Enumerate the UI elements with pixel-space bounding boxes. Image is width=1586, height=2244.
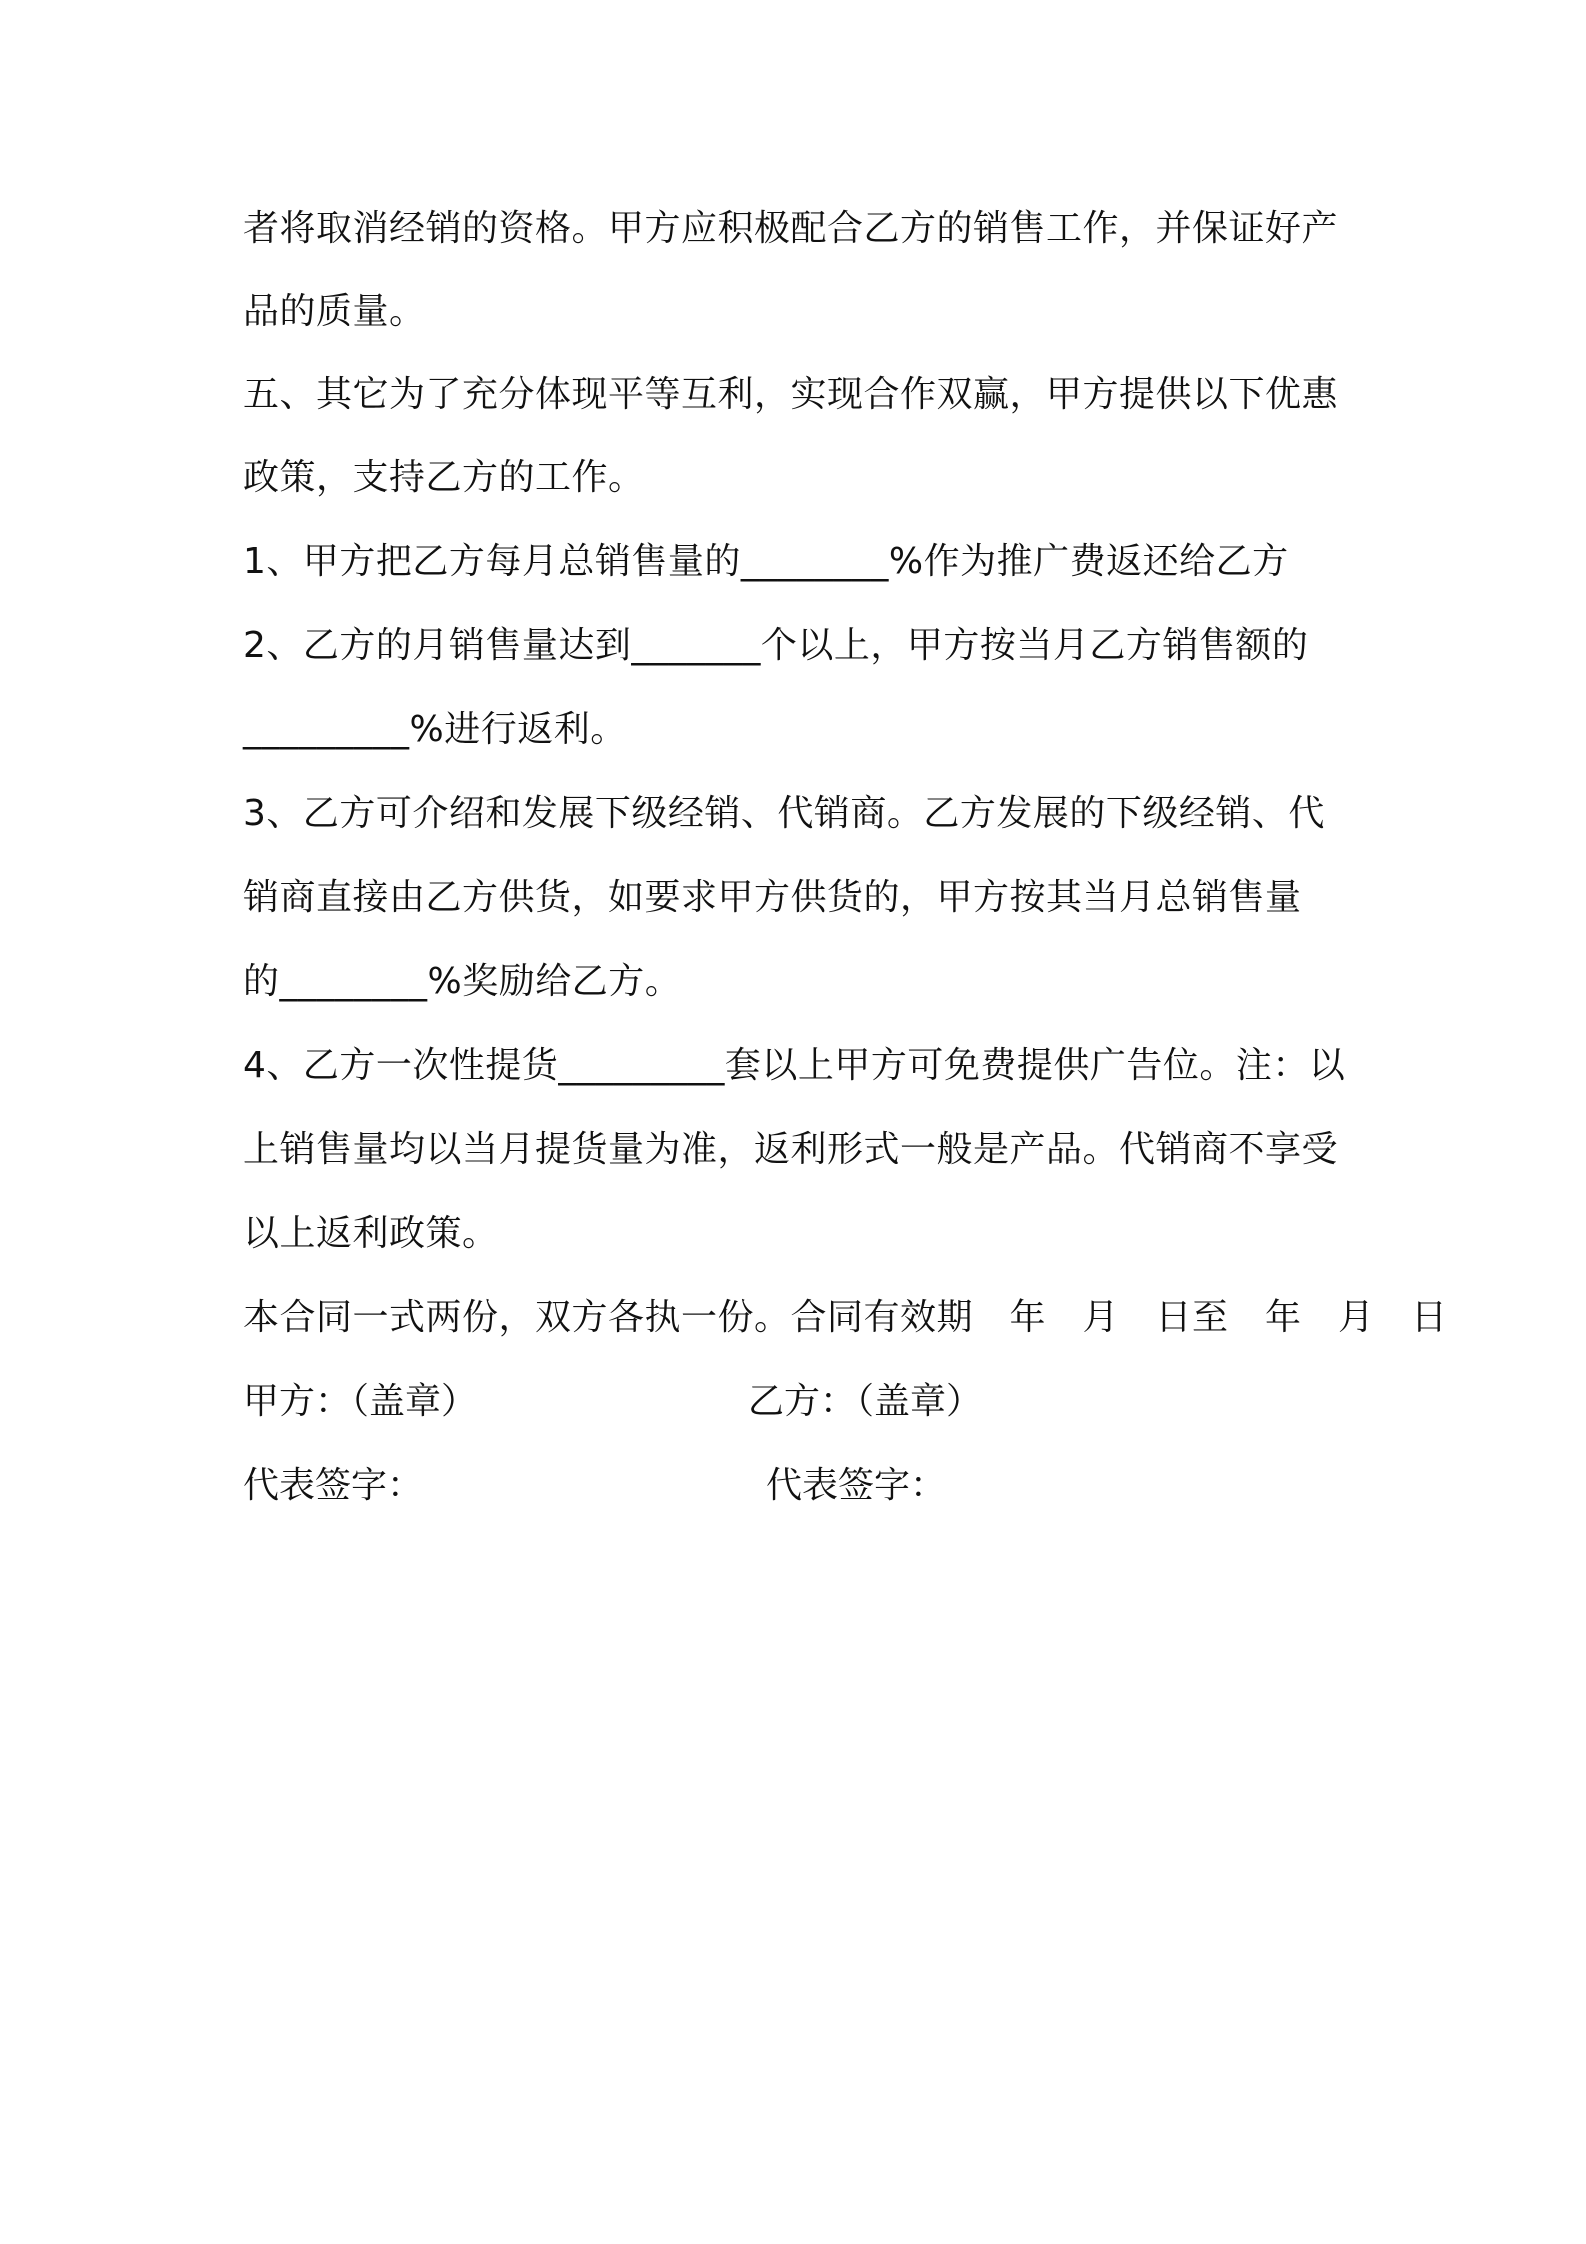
clause-item-1: 1、甲方把乙方每月总销售量的________%作为推广费返还给乙方 [243, 541, 1289, 582]
text-line: 政策，支持乙方的工作。 [243, 457, 645, 498]
text-line: 品的质量。 [243, 291, 426, 332]
party-a-seal-label: 甲方：（盖章） [243, 1381, 478, 1422]
clause-item-3: 3、乙方可介绍和发展下级经销、代销商。乙方发展的下级经销、代 [243, 793, 1325, 834]
party-b-signature-label: 代表签字： [766, 1465, 947, 1506]
clause-item-4: 4、乙方一次性提货_________套以上甲方可免费提供广告位。注：以 [243, 1045, 1346, 1086]
clause-item-2: 2、乙方的月销售量达到_______个以上，甲方按当月乙方销售额的 [243, 625, 1309, 666]
text-line: 上销售量均以当月提货量为准，返利形式一般是产品。代销商不享受 [243, 1129, 1339, 1170]
section-heading-five: 五、其它为了充分体现平等互利，实现合作双赢，甲方提供以下优惠 [243, 374, 1339, 415]
text-line: _________%进行返利。 [243, 709, 627, 750]
contract-term-line: 本合同一式两份，双方各执一份。合同有效期 年 月 日至 年 月 日 [243, 1297, 1448, 1338]
text-line: 销商直接由乙方供货，如要求甲方供货的，甲方按其当月总销售量 [243, 877, 1302, 918]
text-line: 以上返利政策。 [243, 1213, 499, 1254]
party-b-seal-label: 乙方：（盖章） [748, 1381, 983, 1422]
text-line: 者将取消经销的资格。甲方应积极配合乙方的销售工作，并保证好产 [243, 208, 1339, 249]
text-line: 的________%奖励给乙方。 [243, 961, 682, 1002]
party-a-signature-label: 代表签字： [243, 1465, 424, 1506]
